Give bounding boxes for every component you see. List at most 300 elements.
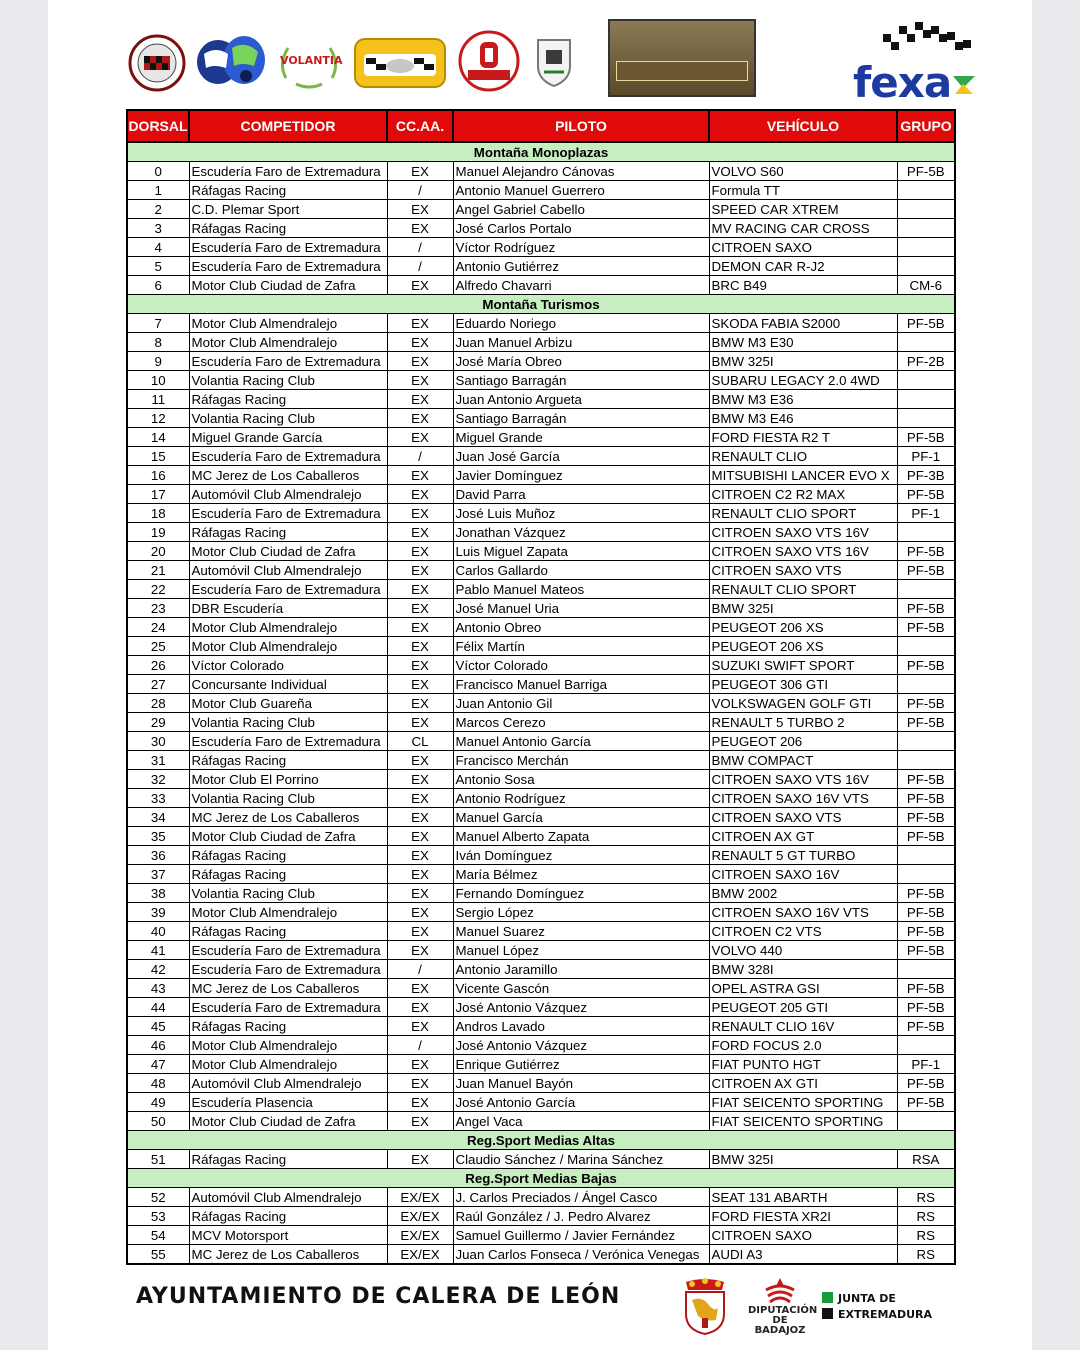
- cell-piloto: Fernando Domínguez: [453, 884, 709, 903]
- cell-piloto: José Antonio García: [453, 1093, 709, 1112]
- cell-piloto: María Bélmez: [453, 865, 709, 884]
- cell-vehiculo: SKODA FABIA S2000: [709, 314, 897, 333]
- cell-grupo: PF-5B: [897, 827, 955, 846]
- table-row: [127, 409, 955, 428]
- cell-vehiculo: BMW M3 E36: [709, 390, 897, 409]
- cell-grupo: RS: [897, 1226, 955, 1245]
- fexa-color-mark-icon: [949, 72, 979, 102]
- section-title: Reg.Sport Medias Bajas: [127, 1169, 955, 1188]
- table-row: [127, 1245, 955, 1265]
- cell-grupo: PF-5B: [897, 789, 955, 808]
- cell-vehiculo: RENAULT 5 GT TURBO: [709, 846, 897, 865]
- cell-ccaa: EX: [387, 409, 453, 428]
- cell-vehiculo: MV RACING CAR CROSS: [709, 219, 897, 238]
- cell-ccaa: EX: [387, 333, 453, 352]
- cell-competidor: Ráfagas Racing: [189, 846, 387, 865]
- cell-grupo: [897, 580, 955, 599]
- cell-piloto: Antonio Sosa: [453, 770, 709, 789]
- cell-piloto: Francisco Merchán: [453, 751, 709, 770]
- volantia-logo: [274, 38, 344, 90]
- cell-vehiculo: PEUGEOT 205 GTI: [709, 998, 897, 1017]
- cell-dorsal: 23: [127, 599, 189, 618]
- cell-vehiculo: BMW 325I: [709, 1150, 897, 1169]
- cell-competidor: Volantia Racing Club: [189, 884, 387, 903]
- cell-dorsal: 24: [127, 618, 189, 637]
- cell-piloto: Juan Carlos Fonseca / Verónica Venegas: [453, 1245, 709, 1265]
- table-row: [127, 751, 955, 770]
- cell-dorsal: 15: [127, 447, 189, 466]
- cell-competidor: MCV Motorsport: [189, 1226, 387, 1245]
- cell-competidor: Escudería Faro de Extremadura: [189, 960, 387, 979]
- cell-dorsal: 14: [127, 428, 189, 447]
- junta-extremadura-logo: [822, 1290, 932, 1326]
- cell-vehiculo: CITROEN AX GT: [709, 827, 897, 846]
- cell-grupo: RS: [897, 1188, 955, 1207]
- cell-competidor: MC Jerez de Los Caballeros: [189, 1245, 387, 1265]
- cell-piloto: Pablo Manuel Mateos: [453, 580, 709, 599]
- cell-dorsal: 43: [127, 979, 189, 998]
- table-row: [127, 922, 955, 941]
- cell-vehiculo: SUZUKI SWIFT SPORT: [709, 656, 897, 675]
- cell-dorsal: 8: [127, 333, 189, 352]
- cell-competidor: Motor Club Ciudad de Zafra: [189, 1112, 387, 1131]
- table-row: [127, 1093, 955, 1112]
- cell-grupo: PF-5B: [897, 903, 955, 922]
- cell-vehiculo: CITROEN SAXO VTS: [709, 808, 897, 827]
- cell-dorsal: 46: [127, 1036, 189, 1055]
- table-row: [127, 219, 955, 238]
- cell-dorsal: 39: [127, 903, 189, 922]
- cell-vehiculo: MITSUBISHI LANCER EVO X: [709, 466, 897, 485]
- cell-ccaa: EX: [387, 200, 453, 219]
- cell-ccaa: EX: [387, 1093, 453, 1112]
- cell-ccaa: EX: [387, 618, 453, 637]
- cell-competidor: Motor Club Guareña: [189, 694, 387, 713]
- cell-grupo: PF-5B: [897, 713, 955, 732]
- cell-piloto: Víctor Rodríguez: [453, 238, 709, 257]
- header-grupo: GRUPO: [897, 110, 955, 142]
- cell-competidor: Motor Club Almendralejo: [189, 903, 387, 922]
- cell-grupo: PF-1: [897, 504, 955, 523]
- cell-piloto: Enrique Gutiérrez: [453, 1055, 709, 1074]
- cell-competidor: Miguel Grande García: [189, 428, 387, 447]
- table-row: [127, 1055, 955, 1074]
- table-row: [127, 846, 955, 865]
- entry-list-table: [126, 109, 956, 1265]
- cell-piloto: Juan Manuel Arbizu: [453, 333, 709, 352]
- table-row: [127, 1150, 955, 1169]
- cell-grupo: RS: [897, 1245, 955, 1265]
- cell-dorsal: 45: [127, 1017, 189, 1036]
- cell-dorsal: 36: [127, 846, 189, 865]
- table-row: [127, 618, 955, 637]
- cell-piloto: Jonathan Vázquez: [453, 523, 709, 542]
- cell-dorsal: 30: [127, 732, 189, 751]
- cell-grupo: [897, 523, 955, 542]
- cell-ccaa: EX: [387, 846, 453, 865]
- cell-competidor: Ráfagas Racing: [189, 751, 387, 770]
- cell-dorsal: 6: [127, 276, 189, 295]
- cell-competidor: Volantia Racing Club: [189, 371, 387, 390]
- cell-ccaa: EX: [387, 523, 453, 542]
- cell-piloto: Antonio Obreo: [453, 618, 709, 637]
- table-row: [127, 599, 955, 618]
- table-row: [127, 770, 955, 789]
- cell-dorsal: 9: [127, 352, 189, 371]
- cell-grupo: [897, 1036, 955, 1055]
- cell-piloto: Luis Miguel Zapata: [453, 542, 709, 561]
- table-row: [127, 732, 955, 751]
- cell-piloto: Javier Domínguez: [453, 466, 709, 485]
- cell-piloto: Sergio López: [453, 903, 709, 922]
- cell-vehiculo: SEAT 131 ABARTH: [709, 1188, 897, 1207]
- cell-dorsal: 54: [127, 1226, 189, 1245]
- cell-vehiculo: FIAT SEICENTO SPORTING: [709, 1112, 897, 1131]
- diputacion-line1: DIPUTACIÓN: [748, 1305, 818, 1316]
- cell-ccaa: EX: [387, 789, 453, 808]
- table-row: [127, 865, 955, 884]
- cell-grupo: PF-5B: [897, 618, 955, 637]
- cell-ccaa: EX: [387, 884, 453, 903]
- header-competidor: COMPETIDOR: [189, 110, 387, 142]
- cell-competidor: Ráfagas Racing: [189, 1207, 387, 1226]
- competicion-plate-logo: [354, 38, 446, 88]
- cell-grupo: [897, 1112, 955, 1131]
- cell-piloto: J. Carlos Preciados / Ángel Casco: [453, 1188, 709, 1207]
- cell-dorsal: 3: [127, 219, 189, 238]
- cell-grupo: [897, 390, 955, 409]
- cell-grupo: [897, 751, 955, 770]
- cell-vehiculo: CITROEN SAXO: [709, 1226, 897, 1245]
- cell-grupo: [897, 371, 955, 390]
- table-row: [127, 789, 955, 808]
- cell-competidor: MC Jerez de Los Caballeros: [189, 979, 387, 998]
- cell-vehiculo: CITROEN C2 VTS: [709, 922, 897, 941]
- junta-black-square-icon: [822, 1308, 833, 1319]
- cell-grupo: [897, 257, 955, 276]
- cell-piloto: Félix Martín: [453, 637, 709, 656]
- cell-vehiculo: PEUGEOT 206 XS: [709, 618, 897, 637]
- cell-piloto: Juan José García: [453, 447, 709, 466]
- cell-piloto: Marcos Cerezo: [453, 713, 709, 732]
- cell-dorsal: 12: [127, 409, 189, 428]
- table-row: [127, 504, 955, 523]
- cell-dorsal: 51: [127, 1150, 189, 1169]
- cell-competidor: Motor Club Ciudad de Zafra: [189, 276, 387, 295]
- cell-ccaa: EX: [387, 694, 453, 713]
- cell-piloto: José Antonio Vázquez: [453, 998, 709, 1017]
- cell-vehiculo: PEUGEOT 306 GTI: [709, 675, 897, 694]
- table-row: [127, 314, 955, 333]
- cell-ccaa: EX: [387, 1112, 453, 1131]
- table-row: [127, 998, 955, 1017]
- cell-competidor: Volantia Racing Club: [189, 713, 387, 732]
- cell-competidor: Escudería Faro de Extremadura: [189, 998, 387, 1017]
- table-row: [127, 656, 955, 675]
- helmets-logo: [194, 32, 268, 88]
- header-ccaa: CC.AA.: [387, 110, 453, 142]
- cell-vehiculo: RENAULT CLIO SPORT: [709, 504, 897, 523]
- table-row: [127, 238, 955, 257]
- cell-vehiculo: OPEL ASTRA GSI: [709, 979, 897, 998]
- cell-piloto: Vicente Gascón: [453, 979, 709, 998]
- cell-dorsal: 42: [127, 960, 189, 979]
- cell-competidor: Concursante Individual: [189, 675, 387, 694]
- cell-ccaa: /: [387, 447, 453, 466]
- cell-vehiculo: PEUGEOT 206: [709, 732, 897, 751]
- table-row: [127, 580, 955, 599]
- cell-grupo: PF-5B: [897, 694, 955, 713]
- cell-piloto: Antonio Jaramillo: [453, 960, 709, 979]
- cell-grupo: PF-5B: [897, 998, 955, 1017]
- cell-vehiculo: CITROEN SAXO 16V VTS: [709, 789, 897, 808]
- table-row: [127, 523, 955, 542]
- cell-vehiculo: CITROEN SAXO 16V: [709, 865, 897, 884]
- rumrum-club-logo: [458, 30, 520, 92]
- cell-piloto: Santiago Barragán: [453, 371, 709, 390]
- cell-grupo: PF-5B: [897, 1074, 955, 1093]
- section-title: Reg.Sport Medias Altas: [127, 1131, 955, 1150]
- cell-piloto: Manuel Suarez: [453, 922, 709, 941]
- cell-competidor: Automóvil Club Almendralejo: [189, 1074, 387, 1093]
- cell-dorsal: 55: [127, 1245, 189, 1265]
- cell-competidor: Automóvil Club Almendralejo: [189, 1188, 387, 1207]
- cell-piloto: Antonio Gutiérrez: [453, 257, 709, 276]
- cell-ccaa: EX: [387, 504, 453, 523]
- cell-dorsal: 53: [127, 1207, 189, 1226]
- cell-piloto: Angel Gabriel Cabello: [453, 200, 709, 219]
- header-vehiculo: VEHÍCULO: [709, 110, 897, 142]
- cell-ccaa: EX: [387, 1055, 453, 1074]
- cell-ccaa: EX: [387, 542, 453, 561]
- cell-vehiculo: RENAULT CLIO SPORT: [709, 580, 897, 599]
- diputacion-emblem-icon: [760, 1276, 800, 1306]
- cell-vehiculo: RENAULT CLIO 16V: [709, 1017, 897, 1036]
- cell-dorsal: 37: [127, 865, 189, 884]
- cell-ccaa: EX: [387, 922, 453, 941]
- cell-grupo: PF-5B: [897, 656, 955, 675]
- cell-competidor: Motor Club El Porrino: [189, 770, 387, 789]
- cell-piloto: Manuel López: [453, 941, 709, 960]
- cell-grupo: PF-2B: [897, 352, 955, 371]
- table-row: [127, 447, 955, 466]
- cell-competidor: Ráfagas Racing: [189, 181, 387, 200]
- cell-ccaa: EX: [387, 314, 453, 333]
- table-row: [127, 1112, 955, 1131]
- junta-green-square-icon: [822, 1292, 833, 1303]
- cell-dorsal: 20: [127, 542, 189, 561]
- table-row: [127, 713, 955, 732]
- table-row: [127, 1188, 955, 1207]
- cell-vehiculo: BMW COMPACT: [709, 751, 897, 770]
- table-row: [127, 1226, 955, 1245]
- table-row: [127, 903, 955, 922]
- cell-competidor: Víctor Colorado: [189, 656, 387, 675]
- header-piloto: PILOTO: [453, 110, 709, 142]
- cell-piloto: Víctor Colorado: [453, 656, 709, 675]
- cell-competidor: Escudería Faro de Extremadura: [189, 732, 387, 751]
- cell-piloto: Juan Antonio Gil: [453, 694, 709, 713]
- cell-ccaa: EX: [387, 599, 453, 618]
- table-row: [127, 941, 955, 960]
- cell-ccaa: EX: [387, 352, 453, 371]
- cell-competidor: Ráfagas Racing: [189, 1017, 387, 1036]
- cell-piloto: Alfredo Chavarri: [453, 276, 709, 295]
- cell-grupo: PF-5B: [897, 979, 955, 998]
- header-dorsal: DORSAL: [127, 110, 189, 142]
- cell-piloto: José Luis Muñoz: [453, 504, 709, 523]
- cell-competidor: C.D. Plemar Sport: [189, 200, 387, 219]
- cell-ccaa: EX/EX: [387, 1245, 453, 1265]
- table-row: [127, 352, 955, 371]
- cell-grupo: [897, 219, 955, 238]
- cell-competidor: Escudería Faro de Extremadura: [189, 162, 387, 181]
- cell-grupo: [897, 732, 955, 751]
- cell-dorsal: 28: [127, 694, 189, 713]
- cell-dorsal: 21: [127, 561, 189, 580]
- cell-grupo: [897, 846, 955, 865]
- table-row: [127, 637, 955, 656]
- cell-vehiculo: CITROEN C2 R2 MAX: [709, 485, 897, 504]
- cell-vehiculo: BMW 328I: [709, 960, 897, 979]
- cell-grupo: PF-5B: [897, 808, 955, 827]
- cell-ccaa: EX: [387, 485, 453, 504]
- diputacion-line2: DE BADAJOZ: [754, 1315, 806, 1336]
- cell-dorsal: 32: [127, 770, 189, 789]
- cell-vehiculo: CITROEN SAXO VTS: [709, 561, 897, 580]
- cell-competidor: Ráfagas Racing: [189, 1150, 387, 1169]
- cell-vehiculo: PEUGEOT 206 XS: [709, 637, 897, 656]
- cell-vehiculo: CITROEN SAXO VTS 16V: [709, 770, 897, 789]
- cell-ccaa: EX: [387, 276, 453, 295]
- cell-grupo: [897, 200, 955, 219]
- table-row: [127, 884, 955, 903]
- cell-grupo: PF-5B: [897, 599, 955, 618]
- table-row: [127, 694, 955, 713]
- table-row: [127, 200, 955, 219]
- cell-dorsal: 18: [127, 504, 189, 523]
- cell-competidor: Ráfagas Racing: [189, 390, 387, 409]
- cell-ccaa: EX: [387, 979, 453, 998]
- cell-piloto: Juan Antonio Argueta: [453, 390, 709, 409]
- section-header-row: [127, 1169, 955, 1188]
- cell-ccaa: EX: [387, 637, 453, 656]
- table-row: [127, 542, 955, 561]
- cell-dorsal: 52: [127, 1188, 189, 1207]
- cell-piloto: David Parra: [453, 485, 709, 504]
- cell-vehiculo: Formula TT: [709, 181, 897, 200]
- cell-vehiculo: CITROEN SAXO VTS 16V: [709, 523, 897, 542]
- cell-piloto: Santiago Barragán: [453, 409, 709, 428]
- cell-dorsal: 38: [127, 884, 189, 903]
- cell-piloto: Miguel Grande: [453, 428, 709, 447]
- cell-piloto: Manuel Alejandro Cánovas: [453, 162, 709, 181]
- cell-grupo: PF-5B: [897, 428, 955, 447]
- cell-vehiculo: BMW 325I: [709, 599, 897, 618]
- table-row: [127, 162, 955, 181]
- cell-vehiculo: CITROEN SAXO: [709, 238, 897, 257]
- cell-competidor: MC Jerez de Los Caballeros: [189, 466, 387, 485]
- cell-grupo: PF-5B: [897, 314, 955, 333]
- shield-badge-logo: [534, 36, 574, 88]
- calera-crest-icon: [678, 1278, 732, 1336]
- cell-ccaa: EX: [387, 466, 453, 485]
- cell-competidor: Escudería Faro de Extremadura: [189, 447, 387, 466]
- cell-dorsal: 29: [127, 713, 189, 732]
- cell-vehiculo: BMW M3 E46: [709, 409, 897, 428]
- cell-competidor: Motor Club Almendralejo: [189, 1055, 387, 1074]
- cell-ccaa: /: [387, 238, 453, 257]
- cell-dorsal: 7: [127, 314, 189, 333]
- cell-dorsal: 0: [127, 162, 189, 181]
- cell-competidor: Automóvil Club Almendralejo: [189, 485, 387, 504]
- cell-competidor: Volantia Racing Club: [189, 789, 387, 808]
- cell-competidor: Escudería Faro de Extremadura: [189, 257, 387, 276]
- cell-ccaa: EX: [387, 1150, 453, 1169]
- cell-competidor: Motor Club Ciudad de Zafra: [189, 542, 387, 561]
- cell-grupo: PF-5B: [897, 1017, 955, 1036]
- cell-piloto: José Carlos Portalo: [453, 219, 709, 238]
- cell-competidor: Escudería Faro de Extremadura: [189, 238, 387, 257]
- table-row: [127, 333, 955, 352]
- cell-ccaa: EX: [387, 162, 453, 181]
- cell-competidor: Motor Club Almendralejo: [189, 314, 387, 333]
- cell-vehiculo: BMW M3 E30: [709, 333, 897, 352]
- cell-dorsal: 19: [127, 523, 189, 542]
- subida-tentudia-poster: [608, 19, 756, 97]
- cell-piloto: Manuel García: [453, 808, 709, 827]
- cell-competidor: Escudería Faro de Extremadura: [189, 580, 387, 599]
- footer-ayuntamiento-title: AYUNTAMIENTO DE CALERA DE LEÓN: [136, 1284, 621, 1309]
- table-row: [127, 257, 955, 276]
- cell-grupo: PF-5B: [897, 485, 955, 504]
- poster-title-band: [616, 61, 748, 81]
- table-row: [127, 371, 955, 390]
- cell-grupo: [897, 960, 955, 979]
- cell-grupo: PF-5B: [897, 884, 955, 903]
- cell-ccaa: EX: [387, 580, 453, 599]
- cell-grupo: PF-5B: [897, 941, 955, 960]
- cell-piloto: Manuel Antonio García: [453, 732, 709, 751]
- cell-ccaa: EX: [387, 219, 453, 238]
- cell-competidor: Automóvil Club Almendralejo: [189, 561, 387, 580]
- cell-competidor: Escudería Faro de Extremadura: [189, 941, 387, 960]
- cell-dorsal: 2: [127, 200, 189, 219]
- cell-dorsal: 49: [127, 1093, 189, 1112]
- cell-piloto: Francisco Manuel Barriga: [453, 675, 709, 694]
- cell-dorsal: 22: [127, 580, 189, 599]
- cell-piloto: Carlos Gallardo: [453, 561, 709, 580]
- table-row: [127, 1207, 955, 1226]
- cell-ccaa: EX: [387, 770, 453, 789]
- cell-piloto: Angel Vaca: [453, 1112, 709, 1131]
- cell-vehiculo: AUDI A3: [709, 1245, 897, 1265]
- cell-dorsal: 11: [127, 390, 189, 409]
- club-badge-logo: [128, 34, 186, 92]
- cell-competidor: MC Jerez de Los Caballeros: [189, 808, 387, 827]
- cell-vehiculo: CITROEN AX GTI: [709, 1074, 897, 1093]
- cell-dorsal: 4: [127, 238, 189, 257]
- cell-ccaa: EX: [387, 865, 453, 884]
- cell-dorsal: 5: [127, 257, 189, 276]
- cell-dorsal: 25: [127, 637, 189, 656]
- cell-ccaa: EX: [387, 1017, 453, 1036]
- cell-vehiculo: SUBARU LEGACY 2.0 4WD: [709, 371, 897, 390]
- cell-ccaa: EX: [387, 428, 453, 447]
- cell-competidor: Volantia Racing Club: [189, 409, 387, 428]
- cell-vehiculo: FORD FOCUS 2.0: [709, 1036, 897, 1055]
- table-header-row: [127, 110, 955, 142]
